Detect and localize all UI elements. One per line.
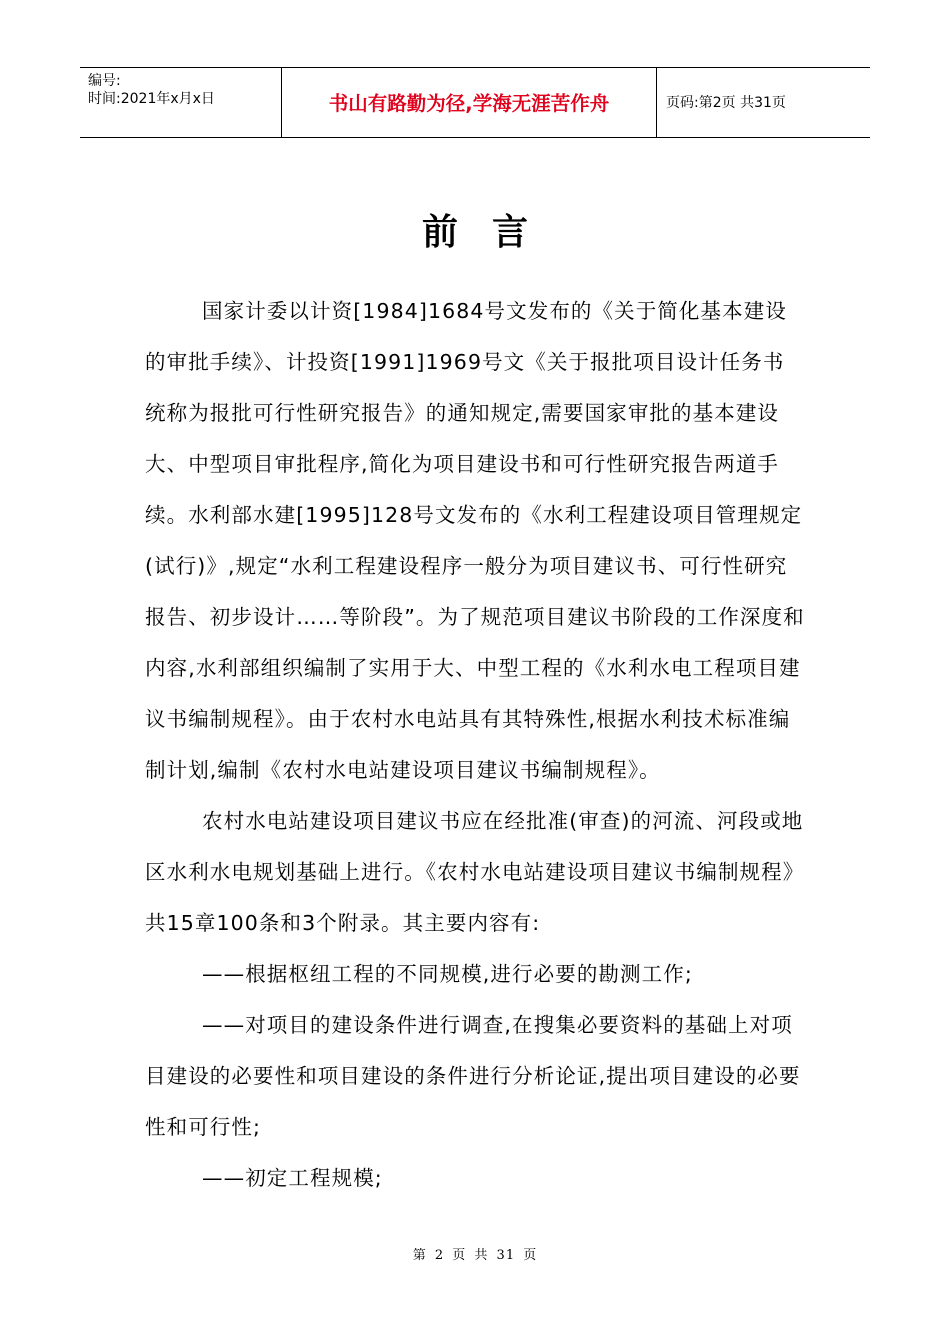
header-page-cell [657, 68, 870, 137]
document-body [145, 286, 805, 1204]
paragraph-background: 国家计委以计资[1984]1684号文发布的《关于简化基本建设的审批手续》、计投资[1991]1969号文《关于报批项目设计任务书统称为报批可行性研究报告》的通知规定,需要国家审批的基本建设大、中型项目审批程序,简化为项目建设书和可行性研究报告两道手续。水利部水建[1995]128号文发布的《水利工程建设项目管理规定(试行)》,规定“水利工程建设程序一般分为项目建议书、可行性研究报告、初步设计……等阶段”。为了规范项目建议书阶段的工作深度和内容,水利部组织编制了实用于大、中型工程的《水利水电工程项目建议书编制规程》。由于农村水电站具有其特殊性,根据水利技术标准编制计划,编制《农村水电站建设项目建议书编制规程》。 [145, 299, 805, 782]
paragraph-basis: 农村水电站建设项目建议书应在经批准(审查)的河流、河段或地区水利水电规划基础上进行。《农村水电站建设项目建议书编制规程》共15章100条和3个附录。其主要内容有: [145, 809, 805, 935]
list-item-scale: ——初定工程规模; [202, 1166, 383, 1190]
list-item-investigation: ——对项目的建设条件进行调查,在搜集必要资料的基础上对项目建设的必要性和项目建设的条件进行分析论证,提出项目建设的必要性和可行性; [145, 1013, 801, 1139]
page-footer: 第 2 页 共 31 页 [412, 1248, 538, 1263]
page-header [80, 67, 870, 138]
page-title: 前言 [421, 212, 562, 253]
header-page-info: 页码:第2页 共31页 [666, 95, 786, 111]
document-date-label: 时间:2021年x月x日 [88, 91, 215, 107]
header-meta-cell [80, 68, 282, 137]
document-number-label: 编号: [88, 73, 121, 89]
header-motto-cell [282, 68, 657, 137]
list-item-survey: ——根据枢纽工程的不同规模,进行必要的勘测工作; [202, 962, 693, 986]
header-motto: 书山有路勤为径,学海无涯苦作舟 [328, 92, 610, 115]
